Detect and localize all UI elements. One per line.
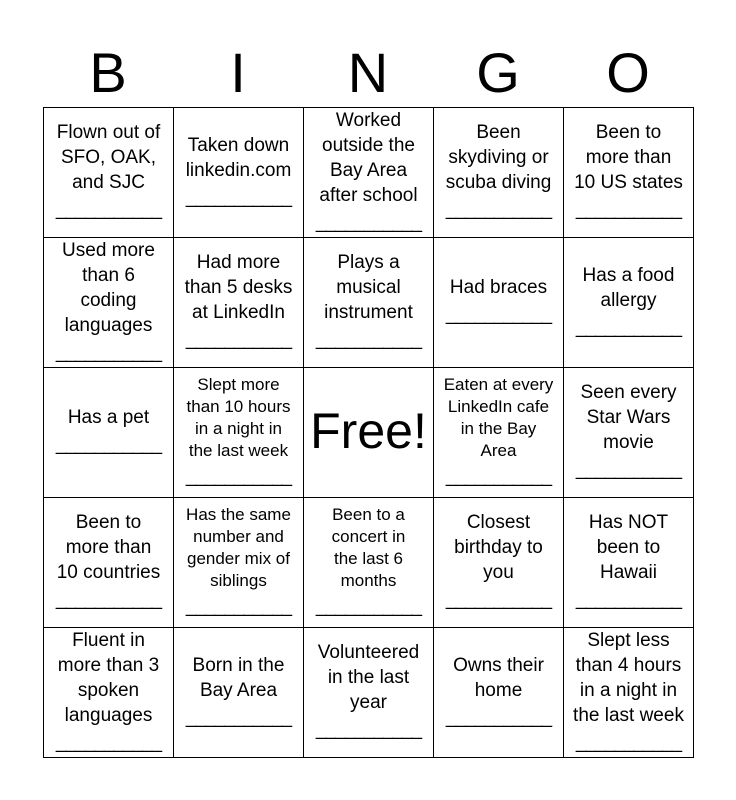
signature-line: ___________ <box>55 589 162 610</box>
bingo-cell[interactable] <box>44 628 174 758</box>
bingo-cell[interactable] <box>434 108 564 238</box>
bingo-cell[interactable] <box>44 238 174 368</box>
free-space-text: Free! <box>310 402 427 459</box>
signature-line: ___________ <box>185 329 292 350</box>
signature-line: ___________ <box>575 316 682 338</box>
cell-text: Fluent in more than 3 spoken languages <box>57 629 160 726</box>
bingo-cell[interactable] <box>174 238 304 368</box>
signature-line: ___________ <box>445 465 552 487</box>
signature-line: ___________ <box>315 329 422 350</box>
cell-text: Eaten at every LinkedIn cafe in the Bay Area <box>443 374 554 460</box>
cell-text: Has NOT been to Hawaii <box>588 512 669 583</box>
header-letter-i: I <box>230 41 246 104</box>
bingo-cell[interactable] <box>304 108 434 238</box>
signature-line: ___________ <box>575 459 682 480</box>
bingo-cell[interactable] <box>304 628 434 758</box>
signature-line: ___________ <box>575 589 682 610</box>
cell-text: Has the same number and gender mix of siblings <box>186 504 291 590</box>
signature-line: ___________ <box>185 186 292 208</box>
signature-line: ___________ <box>55 434 162 455</box>
signature-line: ___________ <box>575 199 682 220</box>
bingo-cell[interactable] <box>564 498 694 628</box>
signature-line: ___________ <box>185 595 292 617</box>
bingo-cell[interactable] <box>174 498 304 628</box>
signature-line: ___________ <box>315 211 422 233</box>
cell-text: Closest birthday to you <box>454 512 543 583</box>
bingo-grid <box>43 107 694 758</box>
bingo-cell[interactable] <box>564 108 694 238</box>
cell-text: Worked outside the Bay Area after school <box>319 109 418 206</box>
signature-line: ___________ <box>315 595 422 617</box>
cell-text: Slept less than 4 hours in a night in the last week <box>573 629 684 726</box>
signature-line: ___________ <box>445 304 552 325</box>
bingo-cell[interactable] <box>174 628 304 758</box>
cell-text: Been to more than 10 US states <box>574 122 683 193</box>
signature-line: ___________ <box>185 706 292 728</box>
cell-text: Taken down linkedin.com <box>185 134 292 181</box>
bingo-cell[interactable] <box>174 368 304 498</box>
bingo-cell[interactable] <box>44 498 174 628</box>
cell-text: Has a food allergy <box>582 264 675 311</box>
bingo-header <box>43 40 693 106</box>
signature-line: ___________ <box>55 199 162 220</box>
bingo-cell[interactable] <box>434 498 564 628</box>
signature-line: ___________ <box>445 199 552 220</box>
signature-line: ___________ <box>445 706 552 728</box>
header-letter-n: N <box>347 41 389 104</box>
bingo-cell[interactable] <box>564 628 694 758</box>
header-letter-o: O <box>606 41 650 104</box>
cell-text: Born in the Bay Area <box>192 654 285 701</box>
signature-line: ___________ <box>55 341 162 363</box>
bingo-cell[interactable] <box>304 498 434 628</box>
cell-text: Flown out of SFO, OAK, and SJC <box>56 122 161 193</box>
cell-text: Owns their home <box>453 654 544 701</box>
bingo-cell[interactable] <box>564 368 694 498</box>
bingo-cell[interactable] <box>434 368 564 498</box>
signature-line: ___________ <box>575 731 682 753</box>
bingo-cell[interactable] <box>44 108 174 238</box>
cell-text: Seen every Star Wars movie <box>580 382 677 453</box>
bingo-cell[interactable] <box>304 238 434 368</box>
bingo-cell[interactable] <box>564 238 694 368</box>
signature-line: ___________ <box>315 719 422 740</box>
signature-line: ___________ <box>185 465 292 487</box>
cell-text: Plays a musical instrument <box>324 252 413 323</box>
free-space-cell[interactable] <box>304 368 434 498</box>
cell-text: Been to more than 10 countries <box>56 512 161 583</box>
bingo-cell[interactable] <box>44 368 174 498</box>
bingo-cell[interactable] <box>174 108 304 238</box>
bingo-cell[interactable] <box>434 238 564 368</box>
bingo-cell[interactable] <box>434 628 564 758</box>
signature-line: ___________ <box>445 589 552 610</box>
cell-text: Had braces <box>449 277 548 298</box>
cell-text: Had more than 5 desks at LinkedIn <box>184 252 293 323</box>
cell-text: Slept more than 10 hours in a night in the last week <box>186 374 291 460</box>
cell-text: Been skydiving or scuba diving <box>445 122 552 193</box>
cell-text: Volunteered in the last year <box>317 642 420 713</box>
header-letter-g: G <box>476 41 520 104</box>
cell-text: Has a pet <box>67 407 150 428</box>
signature-line: ___________ <box>55 731 162 753</box>
cell-text: Used more than 6 coding languages <box>62 239 155 336</box>
cell-text: Been to a concert in the last 6 months <box>331 504 406 590</box>
header-letter-b: B <box>89 41 127 104</box>
